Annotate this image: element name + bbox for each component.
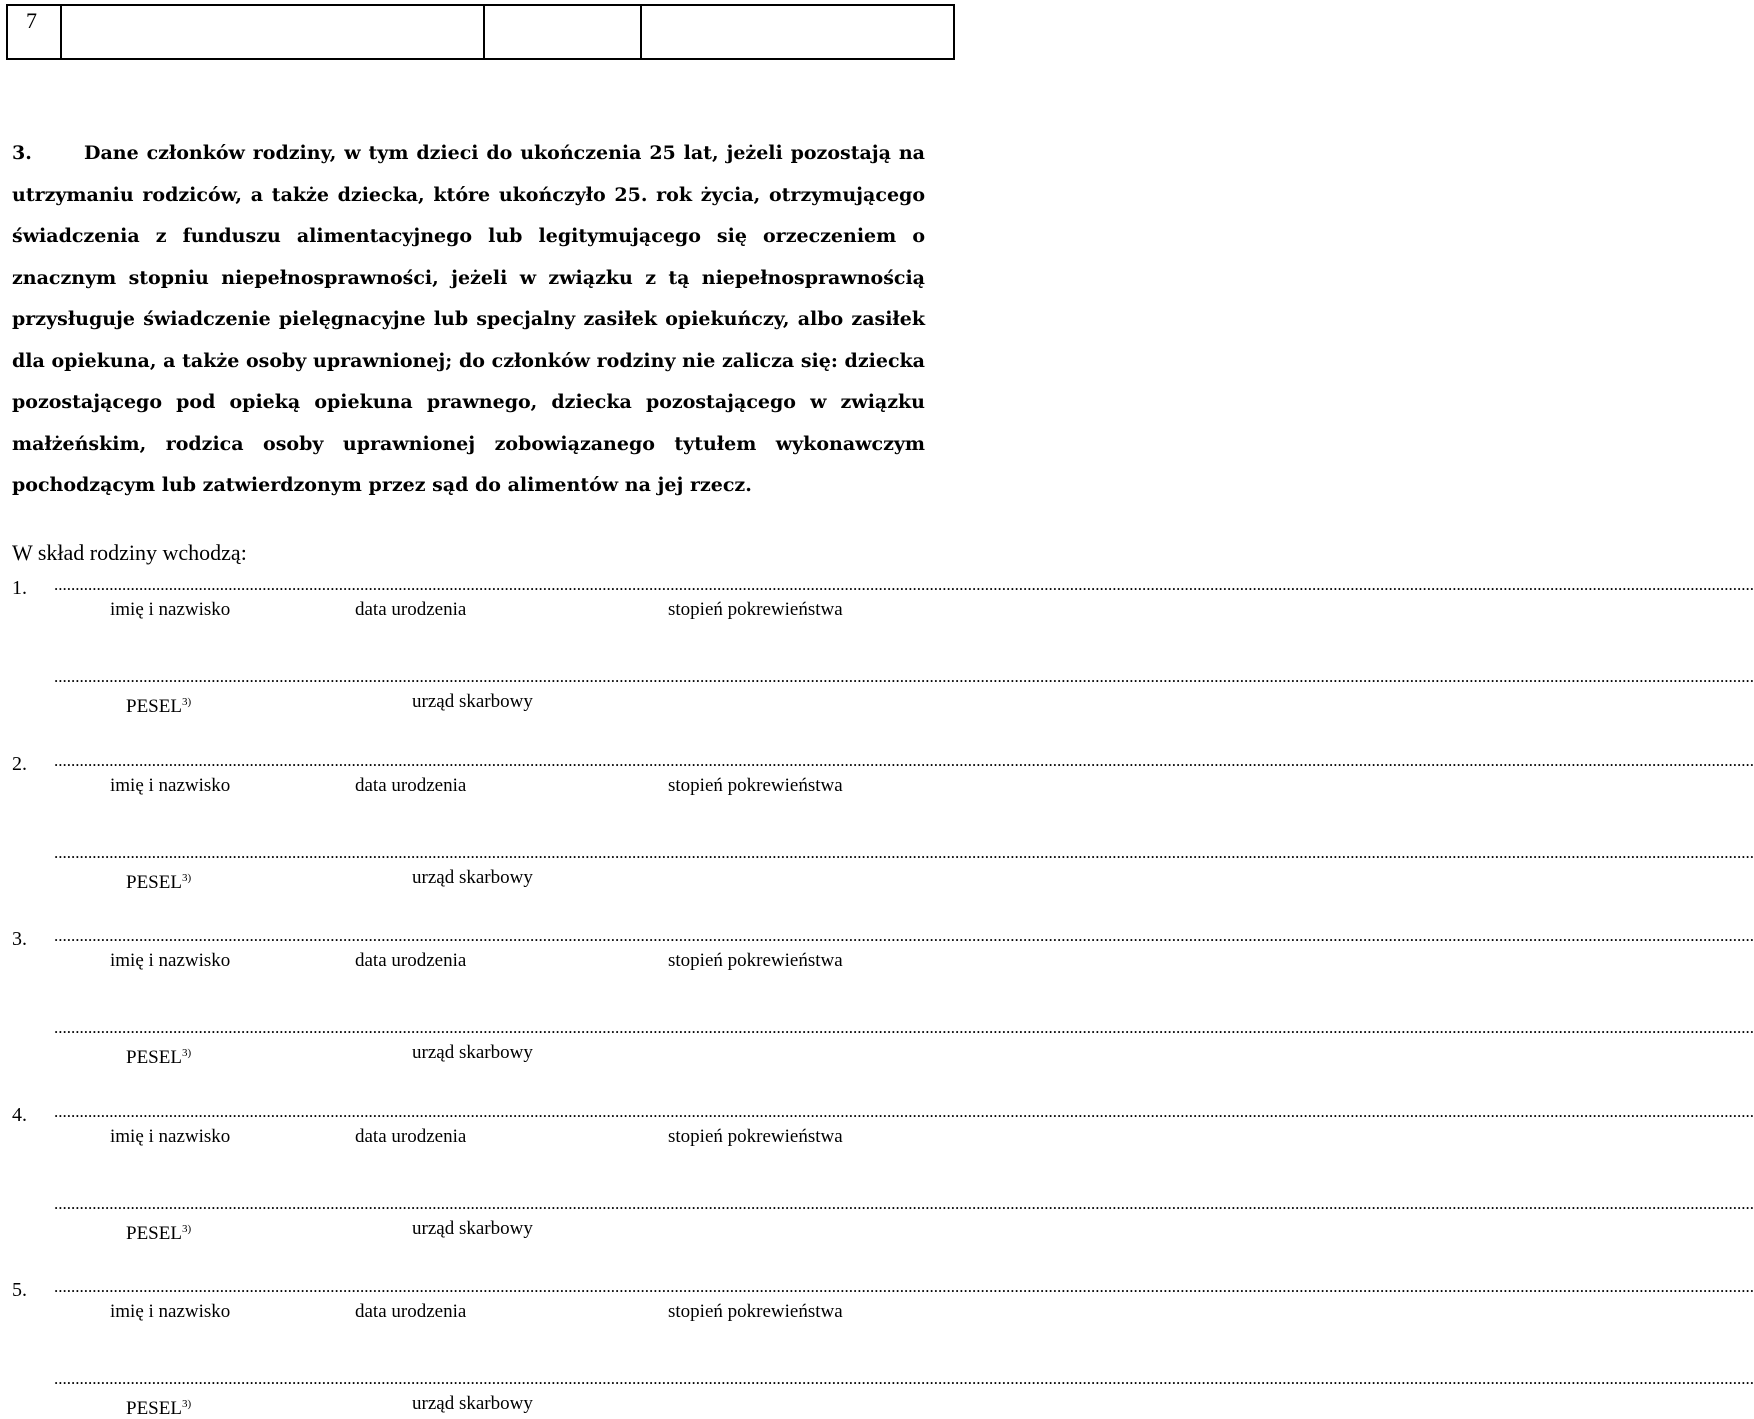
- birth-date-label: data urodzenia: [355, 774, 467, 796]
- pesel-footnote: 3): [181, 1398, 192, 1410]
- relationship-label: stopień pokrewieństwa: [668, 1301, 843, 1322]
- pesel-label-wrap: [126, 1219, 191, 1244]
- member-number: 1.: [12, 577, 27, 599]
- name-birth-relationship-field[interactable]: ................................................................................................................................................................................................................................................................................................................................................................................................................: [54, 1277, 1754, 1296]
- name-label: imię i nazwisko: [110, 599, 231, 620]
- pesel-label: PESEL: [126, 1398, 182, 1419]
- family-heading: W skład rodziny wchodzą:: [12, 540, 247, 565]
- name-birth-relationship-field[interactable]: ................................................................................................................................................................................................................................................................................................................................................................................................................: [54, 750, 1754, 770]
- name-label: imię i nazwisko: [110, 1301, 231, 1322]
- member-number: 2.: [12, 752, 27, 775]
- tax-office-label: urząd skarbowy: [412, 1042, 533, 1063]
- pesel-tax-office-field[interactable]: ................................................................................................................................................................................................................................................................................................................................................................................................................: [54, 842, 1754, 862]
- relationship-label: stopień pokrewieństwa: [668, 599, 843, 620]
- pesel-footnote: 3): [181, 871, 192, 884]
- relationship-label: stopień pokrewieństwa: [668, 774, 843, 796]
- member-number: 3.: [12, 928, 27, 950]
- birth-date-label: data urodzenia: [355, 599, 467, 620]
- pesel-footnote: 3): [181, 1222, 192, 1235]
- section-number: 3.: [12, 142, 32, 164]
- pesel-label-wrap: [126, 1394, 191, 1419]
- relationship-label: stopień pokrewieństwa: [668, 950, 843, 971]
- pesel-tax-office-field[interactable]: ................................................................................................................................................................................................................................................................................................................................................................................................................: [54, 1369, 1754, 1388]
- pesel-label: PESEL: [126, 1222, 182, 1244]
- pesel-footnote: 3): [181, 696, 192, 708]
- name-label: imię i nazwisko: [110, 950, 231, 971]
- pesel-label: PESEL: [126, 696, 182, 717]
- name-birth-relationship-field[interactable]: ................................................................................................................................................................................................................................................................................................................................................................................................................: [54, 926, 1754, 945]
- birth-date-label: data urodzenia: [355, 950, 467, 971]
- name-birth-relationship-field[interactable]: ................................................................................................................................................................................................................................................................................................................................................................................................................: [54, 1101, 1754, 1121]
- tax-office-label: urząd skarbowy: [412, 1393, 533, 1414]
- name-label: imię i nazwisko: [110, 1125, 231, 1147]
- pesel-tax-office-field[interactable]: ................................................................................................................................................................................................................................................................................................................................................................................................................: [54, 667, 1754, 686]
- tax-office-label: urząd skarbowy: [412, 866, 533, 888]
- birth-date-label: data urodzenia: [355, 1301, 467, 1322]
- section-body: Dane członków rodziny, w tym dzieci do ukończenia 25 lat, jeżeli pozostają na utrzymaniu rodziców, a także dziecka, które ukończyło 25. rok życia, otrzymującego świadczenia z funduszu alimentacyjnego lub legitymującego się orzeczeniem o znacznym stopniu niepełnosprawności, jeżeli w związku z tą niepełnosprawnością przysługuje świadczenie pielęgnacyjne lub specjalny zasiłek opiekuńczy, albo zasiłek dla opiekuna, a także osoby uprawnionej; do członków rodziny nie zalicza się: dziecka pozostającego pod opieką opiekuna prawnego, dziecka pozostającego w związku małżeńskim, rodzica osoby uprawnionej zobowiązanego tytułem wykonawczym pochodzącym lub zatwierdzonym przez sąd do alimentów na jej rzecz.: [12, 142, 925, 496]
- member-number: 5.: [12, 1279, 27, 1301]
- pesel-tax-office-field[interactable]: ................................................................................................................................................................................................................................................................................................................................................................................................................: [54, 1018, 1754, 1037]
- pesel-footnote: 3): [181, 1047, 192, 1059]
- pesel-label-wrap: [126, 1043, 191, 1068]
- pesel-label: PESEL: [126, 871, 182, 893]
- name-label: imię i nazwisko: [110, 774, 231, 796]
- name-birth-relationship-field[interactable]: ................................................................................................................................................................................................................................................................................................................................................................................................................: [54, 575, 1754, 594]
- tax-office-label: urząd skarbowy: [412, 1217, 533, 1239]
- member-number: 4.: [12, 1103, 27, 1126]
- pesel-tax-office-field[interactable]: ................................................................................................................................................................................................................................................................................................................................................................................................................: [54, 1193, 1754, 1213]
- family-member-entry: [0, 527, 1754, 1244]
- tax-office-label: urząd skarbowy: [412, 691, 533, 712]
- page-number: 7: [26, 8, 37, 33]
- pesel-label: PESEL: [126, 1047, 182, 1068]
- relationship-label: stopień pokrewieństwa: [668, 1125, 843, 1147]
- birth-date-label: data urodzenia: [355, 1125, 467, 1147]
- family-member-entry: [0, 702, 1754, 1419]
